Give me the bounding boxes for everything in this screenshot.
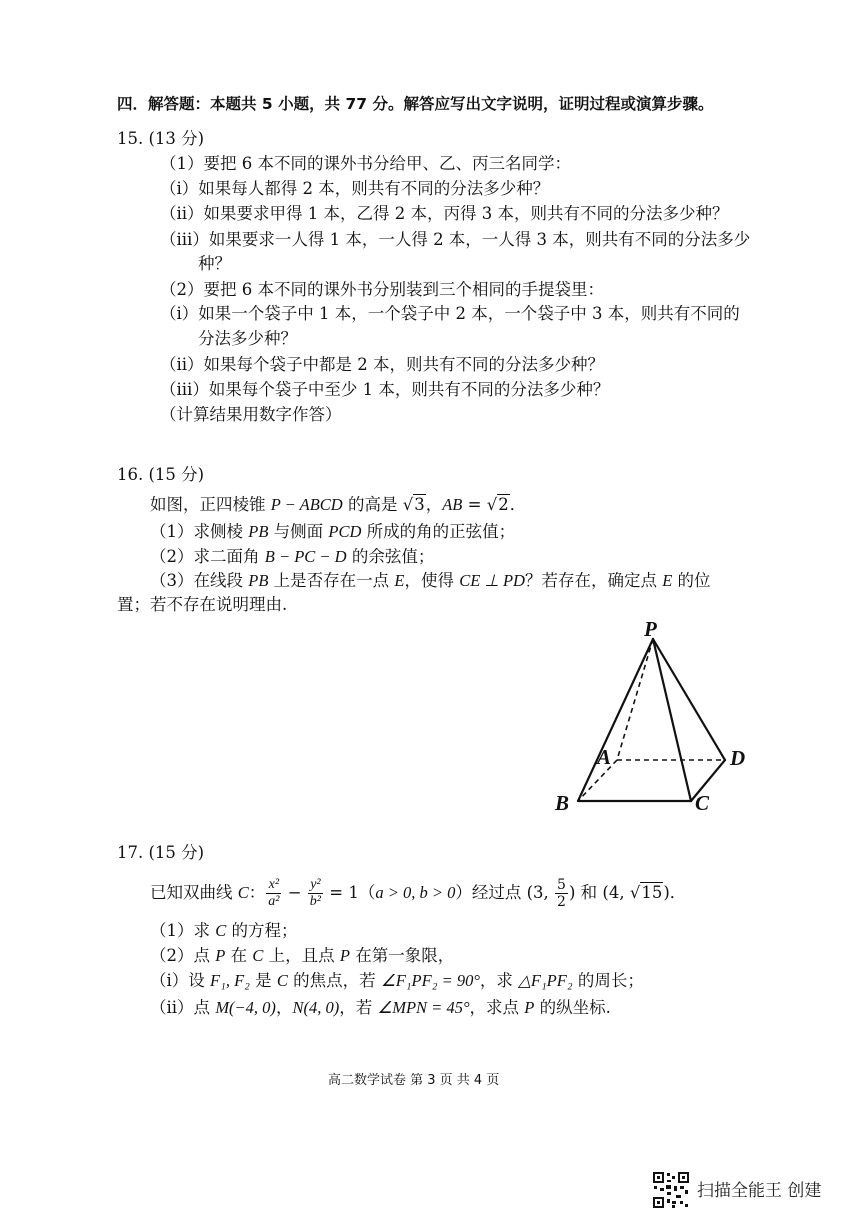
edge-pa-hidden: [617, 639, 653, 760]
q16-part1: （1）求侧棱 PB 与侧面 PCD 所成的角的正弦值；: [150, 522, 516, 541]
q17-part1: （1）求 C 的方程；: [150, 921, 298, 940]
frac-5-2: $\frac{5}{2}$: [557, 877, 566, 910]
q17-part2-ii: （ⅱ）点 M(−4, 0)，N(4, 0)，若 ∠MPN = 45°，求点 P 的纵坐标.: [150, 998, 611, 1017]
q15-part2-i-cont: 分法多少种？: [198, 329, 297, 348]
q15-number: 15. (13 分): [117, 129, 205, 148]
frac-y2-b2: $\frac{\text{y²}}{\text{b²}}$: [309, 877, 321, 909]
pyramid-figure: [545, 612, 765, 822]
q15-part2-i: （ⅰ）如果一个袋子中 1 本，一个袋子中 2 本，一个袋子中 3 本，则共有不同的: [160, 304, 740, 323]
q16-number: 16. (15 分): [117, 465, 205, 484]
watermark-text: 扫描全能王 创建: [697, 1181, 822, 1201]
section-title: 四．解答题：本题共 5 小题，共 77 分。解答应写出文字说明，证明过程或演算步骤。: [117, 95, 714, 113]
q16-part3-cont: 置；若不存在说明理由.: [117, 595, 288, 614]
q17-intro: 已知双曲线 C： $\frac{\text{x²}}{\text{a²}}$ − $\frac{\text{y²}}{\text{b²}}$ = 1（a > 0, b > 0）经过点 (3, $\frac{5}{2}$ ) 和 (4, √15)．: [150, 877, 687, 910]
q15-part2-ii: （ⅱ）如果每个袋子中都是 2 本，则共有不同的分法多少种？: [160, 355, 605, 374]
label-p: P: [644, 617, 657, 641]
q15-part2: （2）要把 6 本不同的课外书分别装到三个相同的手提袋里：: [160, 280, 604, 299]
q16-intro: 如图，正四棱锥 P − ABCD 的高是 √3，AB = √2．: [150, 495, 527, 514]
edge-pd: [653, 639, 725, 760]
page-footer: 高二数学试卷 第 3 页 共 4 页: [328, 1073, 500, 1088]
q15-part1: （1）要把 6 本不同的课外书分给甲、乙、丙三名同学：: [160, 154, 571, 173]
label-b: B: [555, 791, 570, 815]
label-d: D: [730, 746, 746, 770]
frac-x2-a2: $\frac{\text{x²}}{\text{a²}}$: [268, 877, 280, 909]
edge-pc: [653, 639, 691, 801]
qr-code-icon: [652, 1171, 690, 1209]
label-a: A: [597, 745, 612, 769]
q17-number: 17. (15 分): [117, 843, 205, 862]
q15-part1-iii: （ⅲ）如果要求一人得 1 本，一人得 2 本，一人得 3 本，则共有不同的分法多少: [160, 230, 751, 249]
q15-part1-i: （ⅰ）如果每人都得 2 本，则共有不同的分法多少种？: [160, 179, 550, 198]
q15-part1-iii-cont: 种？: [198, 254, 231, 273]
label-c: C: [695, 791, 710, 815]
q15-part2-iii: （ⅲ）如果每个袋子中至少 1 本，则共有不同的分法多少种？: [160, 380, 610, 399]
q17-part2-i: （ⅰ）设 F₁, F₂ 是 C 的焦点，若 ∠F₁PF₂ = 90°，求 △F₁PF₂ 的周长；: [150, 971, 644, 990]
q16-part3: （3）在线段 PB 上是否存在一点 E，使得 CE ⊥ PD？若存在，确定点 E 的位: [150, 571, 711, 590]
q15-part1-ii: （ⅱ）如果要求甲得 1 本，乙得 2 本，丙得 3 本，则共有不同的分法多少种？: [160, 204, 729, 223]
q16-part2: （2）求二面角 B − PC − D 的余弦值；: [150, 547, 435, 566]
edge-pb: [578, 639, 653, 801]
q17-part2: （2）点 P 在 C 上，且点 P 在第一象限，: [150, 946, 455, 965]
q15-note: （计算结果用数字作答）: [160, 405, 342, 424]
